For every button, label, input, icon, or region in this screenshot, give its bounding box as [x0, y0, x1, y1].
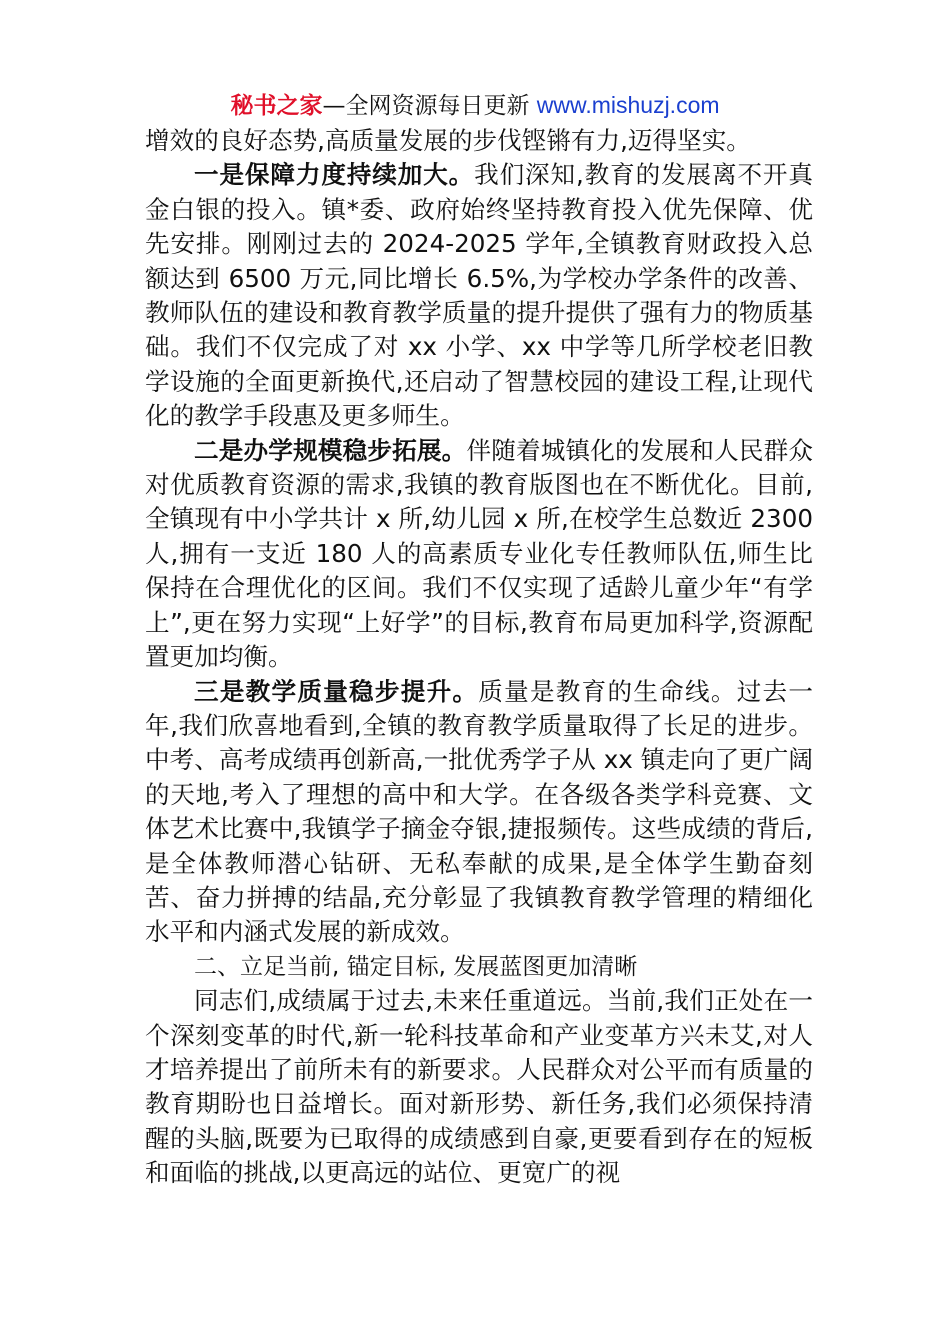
document-body	[145, 124, 813, 1191]
paragraph-text: 质量是教育的生命线。过去一年,我们欣喜地看到,全镇的教育教学质量取得了长足的进步。中考、高考成绩再创新高,一批优秀学子从 xx 镇走向了更广阔的天地,考入了理想的高中和大学。在各级各类学科竞赛、文体艺术比赛中,我镇学子摘金夺银,捷报频传。这些成绩的背后,是全体教师潜心钻研、无私奉献的成果,是全体学生勤奋刻苦、奋力拼搏的结晶,充分彰显了我镇教育教学管理的精细化水平和内涵式发展的新成效。	[145, 676, 813, 947]
paragraph-quality	[145, 675, 813, 950]
paragraph-lead: 二是办学规模稳步拓展。	[194, 435, 467, 465]
paragraph-outlook: 同志们,成绩属于过去,未来任重道远。当前,我们正处在一个深刻变革的时代,新一轮科技革命和产业变革方兴未艾,对人才培养提出了前所未有的新要求。人民群众对公平而有质量的教育期盼也日益增长。面对新形势、新任务,我们必须保持清醒的头脑,既要为已取得的成绩感到自豪,更要看到存在的短板和面临的挑战,以更高远的站位、更宽广的视	[145, 986, 813, 1188]
section-heading: 二、立足当前, 锚定目标, 发展蓝图更加清晰	[194, 953, 638, 980]
paragraph-lead: 三是教学质量稳步提升。	[194, 676, 479, 706]
site-url-link[interactable]: www.mishuzj.com	[536, 92, 720, 118]
paragraph-text: 我们深知,教育的发展离不开真金白银的投入。镇*委、政府始终坚持教育投入优先保障、优先安排。刚刚过去的 2024-2025 学年,全镇教育财政投入总额达到 6500 万元,同比增长 6.5%,为学校办学条件的改善、教师队伍的建设和教育教学质量的提升提供了强有力的物质基础。我们不仅完成了对 xx 小学、xx 中学等几所学校老旧教学设施的全面更新换代,还启动了智慧校园的建设工程,让现代化的教学手段惠及更多师生。	[145, 160, 813, 431]
paragraph-continuation: 增效的良好态势,高质量发展的步伐铿锵有力,迈得坚实。	[145, 126, 751, 155]
paragraph-text: 伴随着城镇化的发展和人民群众对优质教育资源的需求,我镇的教育版图也在不断优化。目前,全镇现有中小学共计 x 所,幼儿园 x 所,在校学生总数近 2300 人,拥有一支近 180 人的高素质专业化专任教师队伍,师生比保持在合理优化的区间。我们不仅实现了适龄儿童少年“有学上”,更在努力实现“上好学”的目标,教育布局更加科学,资源配置更加均衡。	[145, 435, 813, 672]
page-header	[0, 88, 950, 123]
paragraph-scale	[145, 434, 813, 675]
header-tagline: —全网资源每日更新	[322, 93, 537, 119]
paragraph-investment	[145, 158, 813, 433]
brand-name: 秘书之家	[230, 93, 323, 119]
paragraph-lead: 一是保障力度持续加大。	[194, 160, 475, 190]
